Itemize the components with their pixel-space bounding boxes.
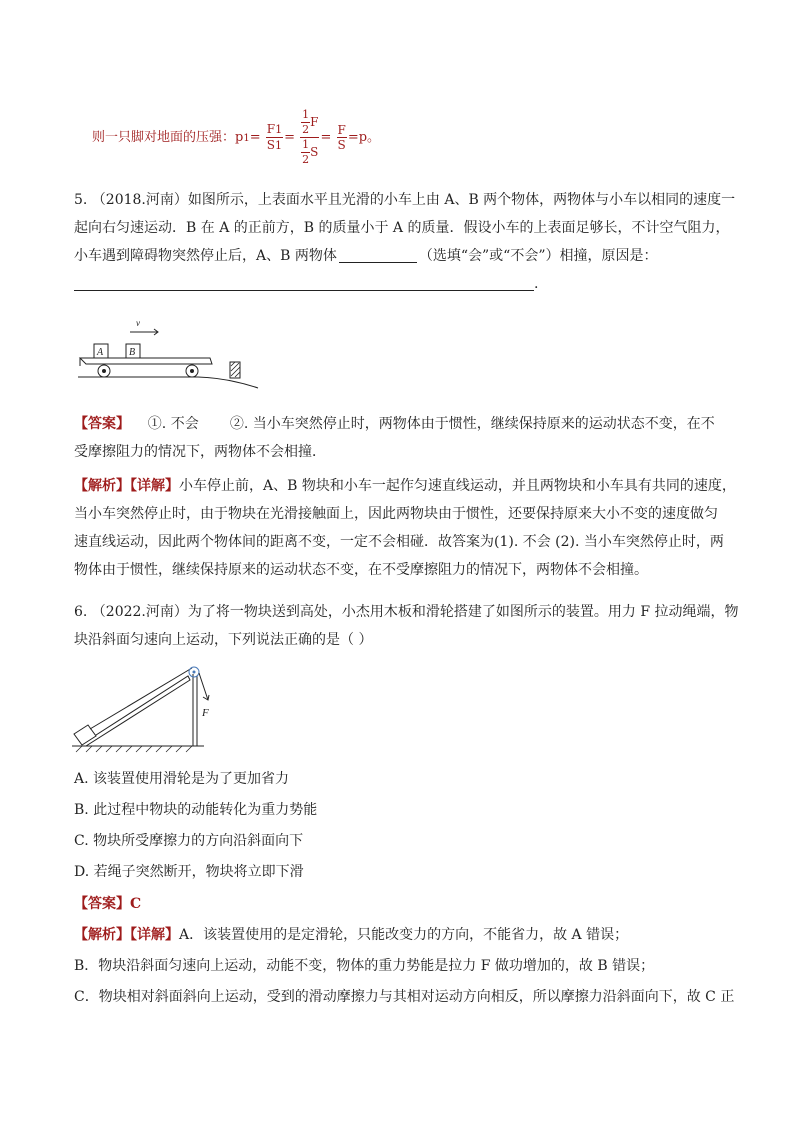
answer-tag: 【答案】: [74, 416, 130, 432]
q6-answer-text: 【答案】C: [74, 896, 142, 912]
q6-options: [74, 764, 734, 888]
reason-blank[interactable]: [74, 274, 534, 291]
q5-analysis: 【解析】【详解】小车停止前，A、B 物块和小车一起作匀速直线运动，并且两物块和小车具有共同的速度， 当小车突然停止时，由于物块在光滑接触面上，因此两物块由于惯性，还要保持原来大小不变的速度做匀 速直线运动，因此两个物体间的距离不变，一定不会相碰．故答案为(1). 不会 (2). 当小车突然停止时，两 物体由于惯性，继续保持原来的运动状态不变，在不受摩擦阻力的情况下，两物体不会相撞。: [74, 478, 736, 578]
answer-text-2: 受摩擦阻力的情况下，两物体不会相撞．: [74, 444, 326, 460]
option-c[interactable]: C. 物块所受摩擦力的方向沿斜面向下: [74, 833, 304, 849]
answer-blank[interactable]: [339, 246, 417, 263]
q6-line-2: 块沿斜面匀速向上运动，下列说法正确的是（ ）: [74, 632, 373, 648]
option-b[interactable]: B. 此过程中物块的动能转化为重力势能: [74, 802, 318, 818]
svg-text:F: F: [202, 707, 209, 719]
pressure-formula: 则一只脚对地面的压强：p1= $\frac{F1}{S1}$ = $\frac{1}{2}$ F $\frac{1}{2}$ S = $\frac{F}{S}$ =p。: [92, 108, 381, 166]
question-5: [74, 186, 734, 298]
svg-text:B: B: [129, 347, 136, 358]
answer-text-1: ①. 不会 ②. 当小车突然停止时，两物体由于惯性，继续保持原来的运动状态不变，在不: [130, 416, 715, 432]
fraction-half: $\frac{1}{2}$ F $\frac{1}{2}$ S: [302, 108, 319, 166]
force-arrow: [199, 673, 208, 700]
q5-line-2: 起向右匀速运动．B 在 A 的正前方，B 的质量小于 A 的质量．假设小车的上表面足够长，不计空气阻力，: [74, 220, 730, 236]
rope: [90, 668, 192, 729]
formula-prefix: 则一只脚对地面的压强：p: [92, 130, 244, 145]
q5-line-1: 5. （2018.河南）如图所示，上表面水平且光滑的小车上由 A、B 两个物体，两物体与小车以相同的速度一: [74, 192, 736, 208]
q6-line-1: 6. （2022.河南）为了将一物块送到高处，小杰用木板和滑轮搭建了如图所示的装置。用力 F 拉动绳端，物: [74, 604, 739, 620]
analysis-tag: 【解析】【详解】: [74, 478, 179, 494]
fraction-f1-s1: $\frac{F1}{S1}$: [266, 122, 283, 152]
fraction-f-s: $\frac{F}{S}$: [337, 123, 346, 152]
q6-answer: 【答案】C 【解析】【详解】A．该装置使用的是定滑轮，只能改变力的方向，不能省力，故 A 错误； B．物块沿斜面匀速向上运动，动能不变，物体的重力势能是拉力 F 做功增加的，故 B 错误； C．物块相对斜面斜向上运动，受到的滑动摩擦力与其相对运动方向相反，所以摩擦力沿斜面向下，故 C 正: [74, 889, 734, 1013]
formula-suffix: =p。: [347, 130, 381, 145]
option-a[interactable]: A. 该装置使用滑轮是为了更加省力: [74, 771, 290, 787]
q5-line-4: .: [74, 270, 734, 298]
q5-answer: [74, 410, 734, 466]
svg-text:v: v: [136, 318, 140, 328]
question-6: [74, 598, 739, 654]
q6-analysis-tag: 【解析】【详解】: [74, 927, 179, 943]
svg-text:A: A: [97, 347, 104, 358]
option-d[interactable]: D. 若绳子突然断开，物块将立即下滑: [74, 864, 304, 880]
ground: [78, 377, 258, 388]
incline-board: [82, 676, 190, 746]
q5-line-3: 小车遇到障碍物突然停止后，A、B 两物体 （选填“会”或“不会”）相撞，原因是：: [74, 248, 658, 264]
cart-figure: [78, 314, 268, 394]
incline-figure: [72, 662, 222, 756]
